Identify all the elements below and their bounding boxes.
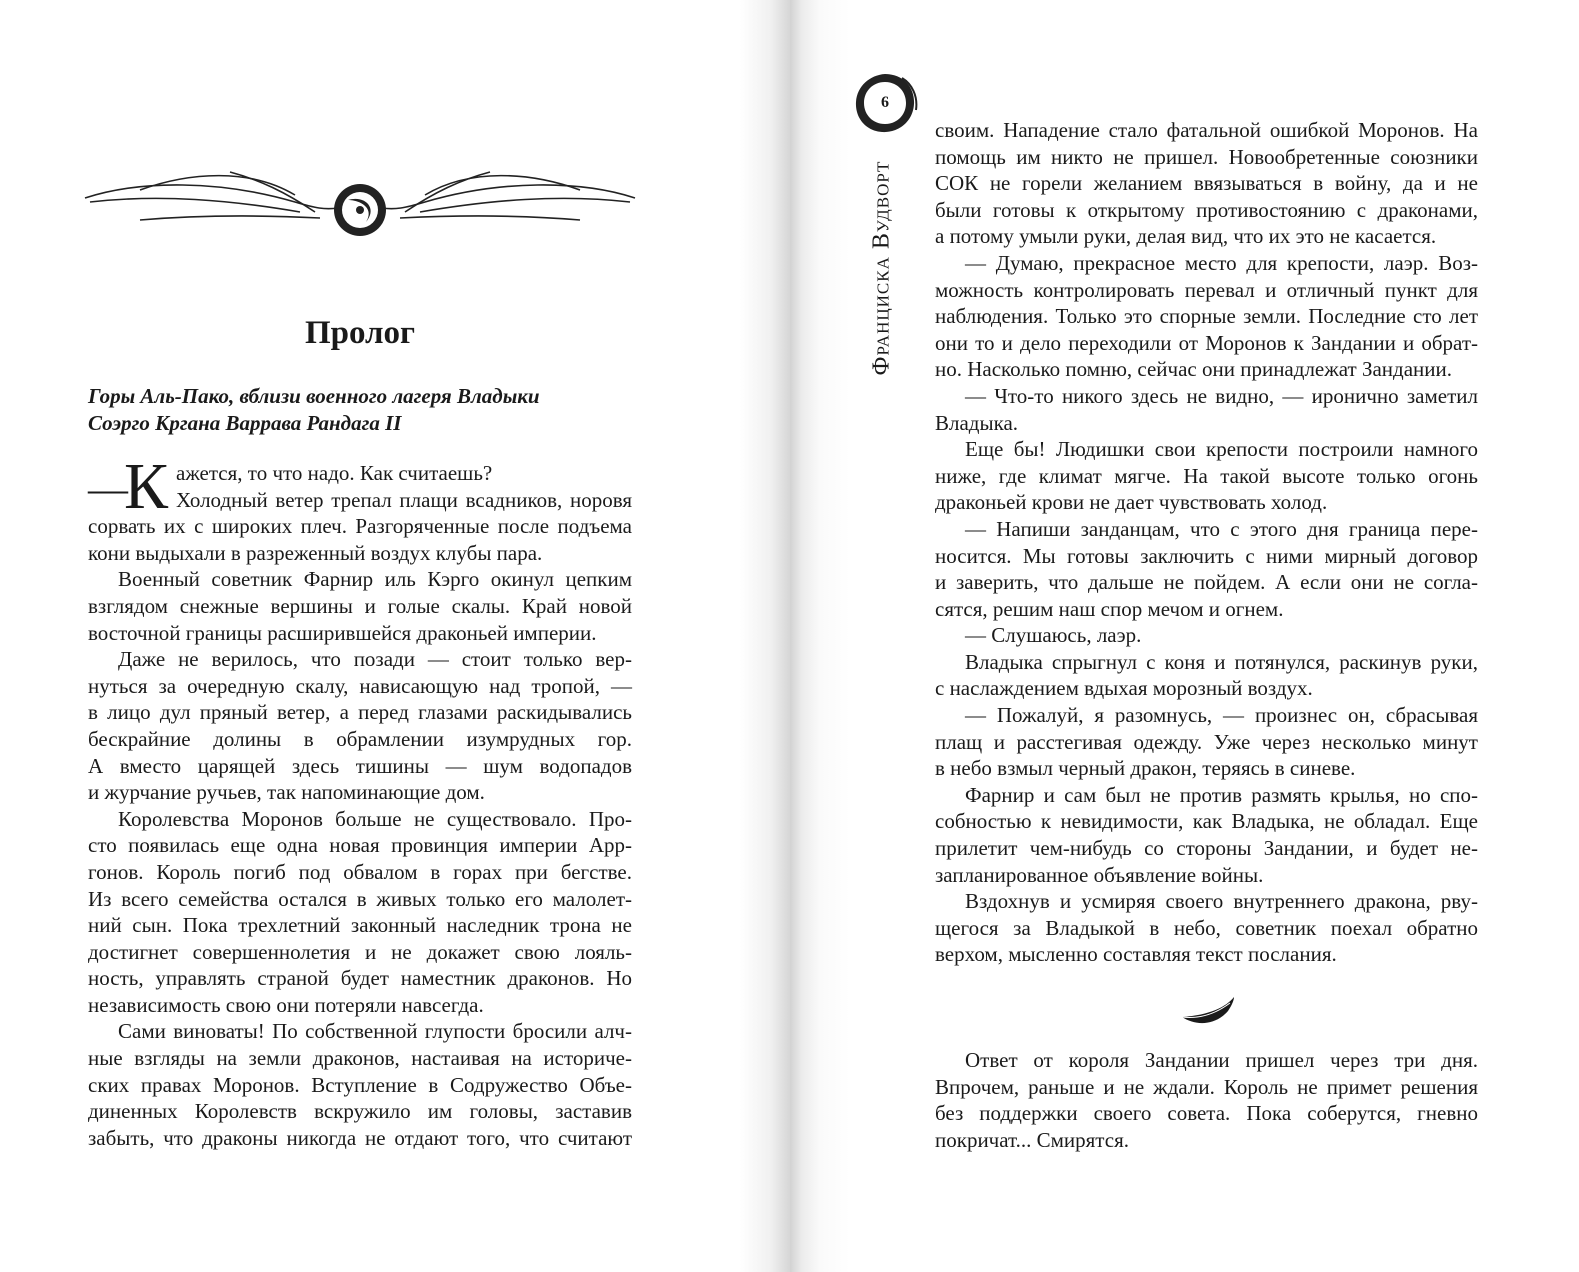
paragraph [88,1018,632,1151]
text-line: покричат... Смирятся. [935,1127,1129,1152]
text-line: — Напиши занданцам, что с этого дня граница пере- [965,516,1478,541]
text-line: помощь им никто не пришел. Новообретенные союзники [935,144,1478,169]
text-line: Даже не верилось, что позади — стоит только вер- [118,647,632,672]
subtitle-line: Горы Аль-Пако, вблизи военного лагеря Владыки [88,384,540,408]
text-line: Военный советник Фарнир иль Кэрго окинул цепким [118,567,632,592]
text-line: Фарнир и сам был не против размять крылья, но спо- [965,782,1478,807]
text-line: кони выдыхали в разреженный воздух клубы пара. [88,540,543,565]
text-line: и заверить, что дальше не пойдем. А если они не согла- [935,570,1478,595]
text-line: своим. Нападение стало фатальной ошибкой Моронов. На [935,118,1478,142]
text-line: с наслаждением вдыхая морозный воздух. [935,676,1313,701]
page-number: 6 [881,94,889,111]
text-line: Из всего семейства остался в живых только его малолет- [88,886,632,911]
text-line: Ответ от короля Зандании пришел через три дня. [965,1048,1478,1072]
text-line: Владыка спрыгнул с коня и потянулся, раскинув руки, [965,649,1478,674]
text-line: взглядом снежные вершины и голые скалы. Край новой [88,593,632,618]
text-line: ные взгляды на земли драконов, настаивая на историче- [88,1046,632,1071]
text-line: ниже, где климат мягче. На такой высоте только огонь [935,463,1478,488]
text-line: ажется, то что надо. Как считаешь? [176,461,493,485]
text-line: наблюдения. Только это спорные земли. Последние сто лет [935,304,1478,329]
drop-cap-letter: К [124,450,169,523]
text-line: прилетит чем-нибудь со стороны Зандании, и будет не- [935,836,1478,861]
drop-cap-paragraph [88,450,632,523]
running-head-author: Франциска Вудворт [868,160,895,376]
paragraph [88,566,632,646]
text-line: — Думаю, прекрасное место для крепости, лаэр. Воз- [965,250,1478,275]
text-line: восточной границы расширившейся драконьей империи. [88,620,597,645]
text-line: Сами виноваты! По собственной глупости бросили алч- [118,1019,632,1044]
text-line: в лицо дул пряный ветер, а перед глазами раскидывались [88,700,632,725]
left-body-text [88,450,632,1151]
chapter-subtitle [88,383,540,436]
paragraph [88,806,632,1019]
text-line: А вместо царящей здесь тишины — шум водопадов [88,753,632,778]
text-line: бескрайние долины в обрамлении изумрудных гор. [88,726,632,751]
feather-divider-icon [1180,995,1236,1031]
paragraph [935,436,1478,516]
right-body-text [935,117,1478,968]
paragraph [935,1047,1478,1153]
text-line: а потому умыли руки, делая вид, что их это не касается. [935,224,1437,249]
paragraph [935,516,1478,622]
text-line: и журчание ручьев, так напоминающие дом. [88,780,485,805]
text-line: ность, управлять страной будет наместник драконов. Но [88,966,632,991]
drop-cap-dash: — [88,466,128,511]
paragraph [935,250,1478,383]
text-line: без поддержки своего совета. Пока соберутся, гневно [935,1101,1478,1126]
text-line: гонов. Король погиб под обвалом в горах при бегстве. [88,859,632,884]
text-line: в небо взмыл черный дракон, теряясь в синеве. [935,756,1356,781]
page-number-badge [852,70,918,136]
text-line: драконьей крови не дает чувствовать холод. [935,490,1328,515]
text-line: Королевства Моронов больше не существовало. Про- [118,806,632,831]
text-line: сорвать их с широких плеч. Разгоряченные после подъема [88,514,632,539]
paragraph [935,782,1478,888]
text-line: сто появилась еще одна новая провинция империи Арр- [88,833,632,858]
text-line: Вздохнув и усмиряя своего внутреннего дракона, рву- [965,889,1478,914]
right-page [790,0,1579,1272]
text-line: Владыка. [935,410,1019,435]
text-line: можность контролировать перевал и отличный пункт для [935,277,1478,302]
text-line: сятся, решим наш спор мечом и огнем. [935,596,1284,621]
text-line: носится. Мы готовы заключить с ними мирный договор [935,543,1478,568]
paragraph [935,702,1478,782]
chapter-title: Пролог [304,315,416,351]
text-line: диненных Королевств вскружило им головы, заставив [88,1099,632,1124]
paragraph [935,383,1478,436]
text-line: они то и дело переходили от Моронов к Зандании и обрат- [935,330,1478,355]
paragraph [88,513,632,566]
text-line: плащ и расстегивая одежду. Уже через несколько минут [935,729,1478,754]
text-line: щегося за Владыкой в небо, советник поехал обратно [935,915,1478,940]
paragraph [935,888,1478,968]
text-line: запланированное объявление войны. [935,862,1264,887]
paragraph [88,646,632,806]
text-line: независимость свою они потеряли навсегда. [88,992,484,1017]
paragraph [935,622,1478,649]
text-line: собностью к невидимости, как Владыка, не обладал. Еще [935,809,1478,834]
paragraph [935,649,1478,702]
text-line: ских правах Моронов. Вступление в Содружество Объе- [88,1072,632,1097]
text-line: нуться за очередную скалу, нависающую над тропой, — [88,673,632,698]
chapter-ornament [80,160,640,250]
text-line: Еще бы! Людишки свои крепости построили намного [965,437,1478,462]
text-line: — Пожалуй, я разомнусь, — произнес он, сбрасывая [965,703,1478,728]
text-line: но. Насколько помню, сейчас они принадлежат Зандании. [935,357,1453,382]
subtitle-line: Соэрго Кргана Варрава Рандага II [88,410,402,435]
text-line: Впрочем, раньше и не ждали. Король не примет решения [935,1074,1478,1099]
paragraph [935,117,1478,250]
text-line: Холодный ветер трепал плащи всадников, норовя [176,487,632,512]
text-line: верхом, мысленно составляя текст послания. [935,942,1337,967]
right-body-text-after-break [935,1047,1478,1153]
text-line: были готовы к открытому противостоянию с драконами, [935,197,1478,222]
text-line: — Слушаюсь, лаэр. [965,623,1142,648]
text-line: достигнет совершеннолетия и не докажет свою лояль- [88,939,632,964]
text-line: СОК не горели желанием ввязываться в войну, да и не [935,171,1478,196]
text-line: забыть, что драконы никогда не отдают того, что считают [88,1125,632,1150]
text-line: — Что-то никого здесь не видно, — иронично заметил [965,383,1478,408]
text-line: ний сын. Пока трехлетний законный наследник трона не [88,913,632,938]
